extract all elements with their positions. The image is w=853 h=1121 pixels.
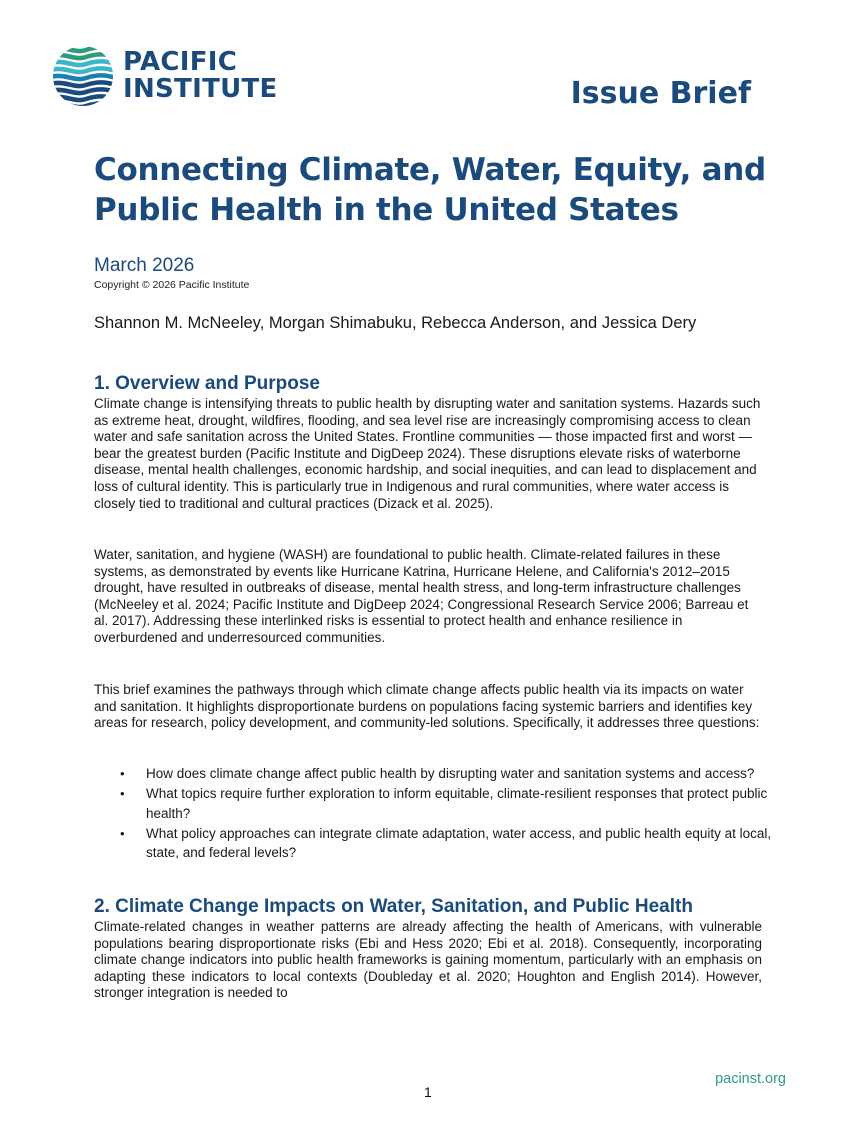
pacific-institute-logo[interactable] bbox=[52, 45, 278, 107]
author-list: Shannon M. McNeeley, Morgan Shimabuku, Rebecca Anderson, and Jessica Dery bbox=[94, 314, 697, 332]
paragraph-overview-1: Climate change is intensifying threats to public health by disrupting water and sanitation systems. Hazards such as extreme heat, drought, wildfires, flooding, and sea level rise are increasingly compromising access to clean water and safe sanitation across the United States. Frontline communities — those impacted first and worst — bear the greatest burden (Pacific Institute and DigDeep 2024). These disruptions elevate risks of waterborne disease, mental health challenges, economic hardship, and social inequities, and can lead to displacement and loss of cultural identity. This is particularly true in Indigenous and rural communities, where water access is closely tied to traditional and cultural practices (Dizack et al. 2025). bbox=[94, 396, 761, 511]
title-line-1: Connecting Climate, Water, Equity, and bbox=[94, 152, 766, 188]
title-line-2: Public Health in the United States bbox=[94, 192, 679, 228]
page-number: 1 bbox=[424, 1084, 432, 1100]
section-heading-overview: 1. Overview and Purpose bbox=[94, 373, 320, 394]
copyright-notice: Copyright © 2026 Pacific Institute bbox=[94, 279, 250, 291]
publication-date: March 2026 bbox=[94, 255, 195, 276]
document-type-label: Issue Brief bbox=[570, 76, 751, 111]
list-item bbox=[94, 824, 774, 863]
section-heading-impacts: 2. Climate Change Impacts on Water, Sanitation, and Public Health bbox=[94, 896, 693, 917]
logo-line-2: INSTITUTE bbox=[123, 74, 278, 104]
list-item bbox=[94, 764, 774, 784]
list-item bbox=[94, 784, 774, 823]
page-title bbox=[94, 150, 774, 230]
wave-globe-icon bbox=[52, 45, 114, 107]
paragraph-overview-3: This brief examines the pathways through which climate change affects public health via its impacts on water and sanitation. It highlights disproportionate burdens on populations facing systemic barriers and identifies key areas for research, policy development, and community-led solutions. Specifically, it addresses three questions: bbox=[94, 682, 760, 731]
bullet-icon: • bbox=[120, 825, 125, 841]
list-item-text: What policy approaches can integrate climate adaptation, water access, and public health equity at local, state, and federal levels? bbox=[146, 825, 772, 860]
paragraph-overview-2: Water, sanitation, and hygiene (WASH) are foundational to public health. Climate-related failures in these systems, as demonstrated by events like Hurricane Katrina, Hurricane Helene, and California's 2012–2015 drought, have resulted in outbreaks of disease, mental health stress, and long-term infrastructure challenges (McNeeley et al. 2024; Pacific Institute and DigDeep 2024; Congressional Research Service 2006; Barreau et al. 2017). Addressing these interlinked risks is essential to protect health and enhance resilience in overburdened and underresourced communities. bbox=[94, 547, 749, 645]
logo-line-1: PACIFIC bbox=[123, 47, 238, 77]
website-link[interactable]: pacinst.org bbox=[715, 1071, 786, 1087]
list-item-text: How does climate change affect public health by disrupting water and sanitation systems and access? bbox=[146, 766, 755, 781]
research-questions-list bbox=[94, 764, 774, 863]
paragraph-impacts-1: Climate-related changes in weather patterns are already affecting the health of Americans, with vulnerable populations bearing disproportionate risks (Ebi and Hess 2020; Ebi et al. 2018). Consequently, incorporating climate change indicators into public health frameworks is gaining momentum, particularly with an emphasis on adapting these indicators to local contexts (Doubleday et al. 2020; Houghton and English 2014). However, stronger integration is needed to bbox=[94, 919, 762, 1001]
list-item-text: What topics require further exploration to inform equitable, climate-resilient responses that protect public health? bbox=[146, 786, 768, 821]
bullet-icon: • bbox=[120, 786, 125, 801]
logo-wordmark bbox=[123, 49, 278, 103]
bullet-icon: • bbox=[120, 766, 125, 781]
